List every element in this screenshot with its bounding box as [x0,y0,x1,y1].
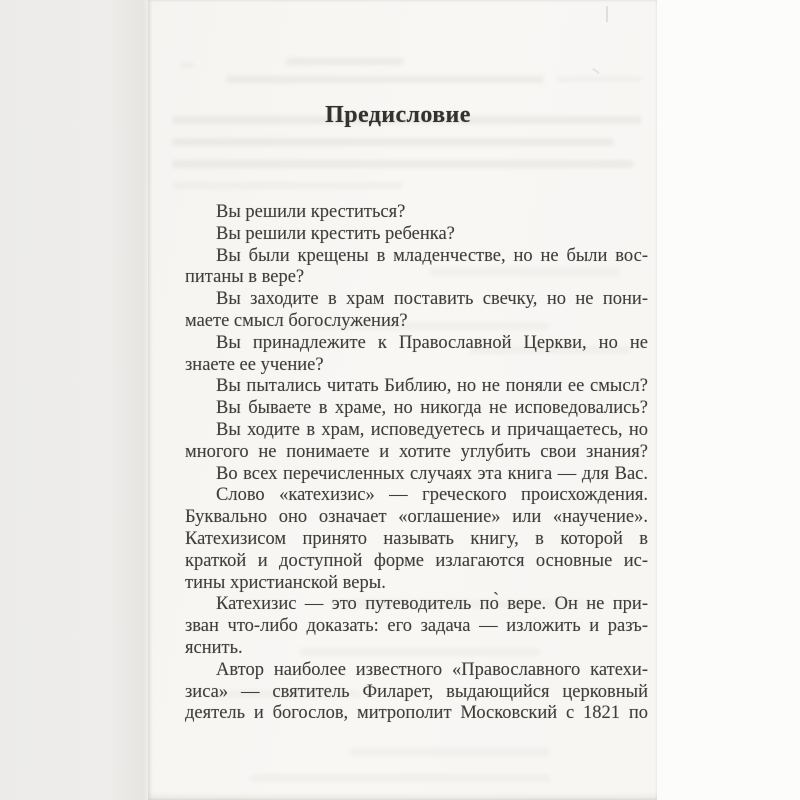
showthrough-line-3 [172,160,634,168]
page-line: Вы пытались читать Библию, но не поняли ее смысл? [216,376,648,397]
page-line: Катехизис — это путеводитель по̀ вере. Он не при- [216,594,648,615]
page-line: тины христианской веры. [185,572,386,593]
showthrough-page-number [180,62,194,68]
showthrough-rule [226,76,544,83]
photo-background-left [0,0,148,800]
page-line: Вы заходите в храм поставить свечку, но не пони- [216,289,648,310]
page-line: Во всех перечисленных случаях эта книга — для Вас. [216,463,648,484]
page-line: Вы принадлежите к Православной Церкви, но не [216,332,648,353]
page-line: Вы решили крестить ребенка? [216,223,455,244]
page-line: многого не понимаете и хотите углубить свои знания? [185,441,648,462]
photo-background-right [657,0,800,800]
page-line: знаете ее учение? [185,354,324,375]
page-line: деятель и богослов, митрополит Московский с 1821 по [185,703,648,724]
page-line: питаны в вере? [185,267,305,288]
showthrough-line-2 [172,138,614,146]
page-line: зиса» — святитель Филарет, выдающийся церковный [185,681,648,702]
page-line: краткой и доступной форме излагаются основные ис- [185,550,648,571]
chapter-heading: Предисловие [325,102,471,129]
showthrough-rule-2 [556,76,642,82]
showthrough-line-12 [250,774,550,782]
preface-text-block [185,202,648,725]
page-line: Автор наиболее известного «Православного катехи- [216,659,648,680]
page-line: Вы ходите в храм, исповедуетесь и причащаетесь, но [216,419,648,440]
page-line: Слово «катехизис» — греческого происхождения. [216,485,648,506]
page-line: яснить. [185,637,243,658]
page-line: Катехизисом принято называть книгу, в которой в [185,528,648,549]
page-line: Вы бываете в храме, но никогда не исповедовались? [216,398,648,419]
showthrough-line-4 [172,182,402,189]
page-bottom-shadow [148,792,657,800]
page-line: Вы решили креститься? [216,202,406,222]
scan-artifact-speck [592,68,600,74]
showthrough-line-11 [350,748,550,756]
page-line: Вы были крещены в младенчестве, но не были вос- [216,245,648,266]
showthrough-running-head [286,58,404,65]
page-line: маете смысл богослужения? [185,310,408,331]
page-line: Буквально оно означает «оглашение» или «научение». [185,507,648,528]
page-line: зван что-либо доказать: его задача — изложить и разъ- [185,616,648,637]
scan-artifact-tick [606,6,608,22]
